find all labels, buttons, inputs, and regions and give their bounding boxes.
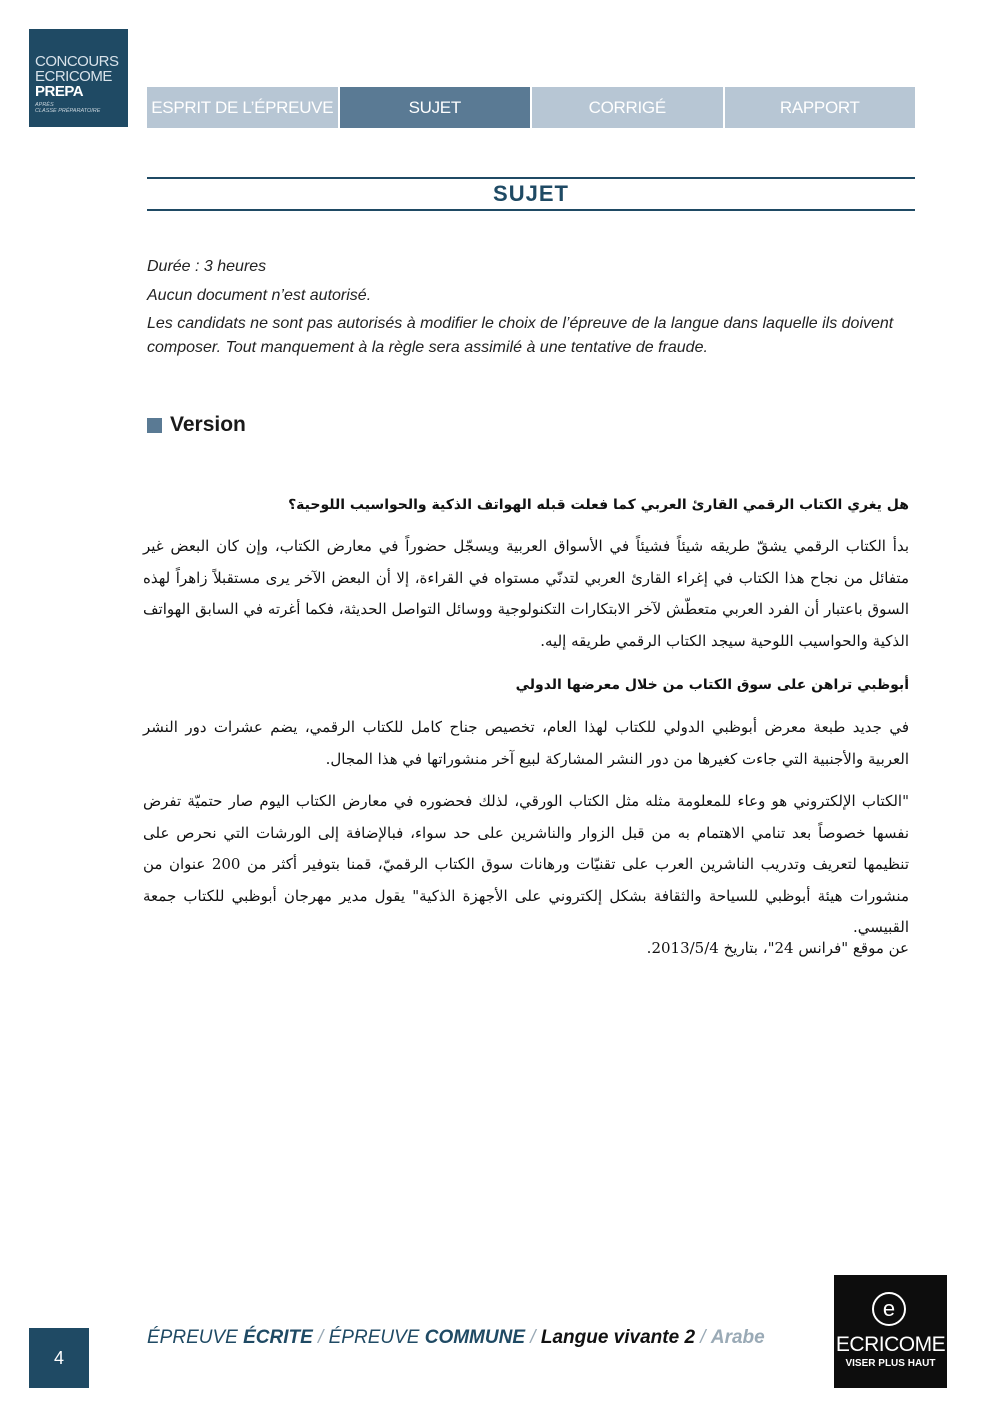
logo-line-concours: CONCOURS	[35, 53, 119, 70]
arabic-paragraph-2: في جديد طبعة معرض أبوظبي الدولي للكتاب لهذا العام، تخصيص جناح كامل للكتاب الرقمي، يضم عشرات دور النشر العربية والأجنبية التي جاءت كغيرها من دور النشر المشاركة لبيع آخر منشوراتها في هذا المجال.	[143, 718, 909, 768]
tab-sujet[interactable]: SUJET	[340, 87, 531, 128]
footer-caption	[147, 1327, 765, 1349]
no-document-text: Aucun document n’est autorisé.	[147, 287, 372, 304]
tab-rapport[interactable]: RAPPORT	[725, 87, 916, 128]
tab-corrige[interactable]: CORRIGÉ	[532, 87, 723, 128]
footer-commune: COMMUNE	[424, 1327, 525, 1348]
footer-separator: /	[695, 1327, 711, 1348]
footer-langue: Langue vivante 2	[540, 1327, 696, 1348]
section-version	[147, 413, 246, 437]
page-title-band	[147, 177, 915, 211]
duration-text: Durée : 3 heures	[147, 258, 267, 275]
concours-logo	[29, 29, 128, 127]
footer-ecrite: ÉCRITE	[243, 1327, 313, 1348]
rule-text: Les candidats ne sont pas autorisés à modifier le choix de l’épreuve de la langue dans laquelle ils doivent composer. Tout manquement à la règle sera assimilé à une tentative de fraude.	[147, 315, 894, 356]
footer-epreuve: ÉPREUVE	[147, 1327, 244, 1348]
brand-name: ECRICOME	[835, 1333, 946, 1356]
arabic-heading-1: هل يغري الكتاب الرقمي القارئ العربي كما فعلت قبله الهواتف الذكية والحواسيب اللوحية؟	[288, 497, 909, 513]
arabic-source: عن موقع "فرانس 24"، بتاريخ 2013/5/4.	[646, 939, 909, 957]
arabic-paragraph-3: "الكتاب الإلكتروني هو وعاء للمعلومة مثله مثل الكتاب الورقي، لذلك فحضوره في معارض الكتاب اليوم صار حتميّة تفرض نفسها خصوصاً بعد تنامي الاهتمام به من قبل الزوار والناشرين على حد سواء، فبالإضافة إلى الورشات التي نحرص على تنظيمها لتعريف وتدريب الناشرين العرب على تقنيّات ورهانات سوق الكتاب الرقميّ، قمنا بتوفير أكثر من 200 عنوان من منشورات هيئة أبوظبي للسياحة والثقافة بشكل إلكتروني على الأجهزة الذكية" يقول مدير مهرجان أبوظبي للكتاب جمعة القبيسي.	[143, 792, 909, 936]
page-title: SUJET	[493, 181, 569, 206]
logo-line-ecricome: ECRICOME	[35, 68, 112, 85]
footer-arabe: Arabe	[710, 1327, 765, 1348]
page-number: 4	[29, 1328, 89, 1388]
arabic-paragraph-1: بدأ الكتاب الرقمي يشقّ طريقه شيئاً فشيئاً في الأسواق العربية ويسجّل حضوراً في معارض الكتاب، وإن كان البعض غير متفائل من نجاح هذا الكتاب في إغراء القارئ العربي لتدنّي مستواه في القراءة، إلا أن البعض الآخر يرى مستقبلاً زاهراً لهذه السوق باعتبار أن الفرد العربي متعطّش لآخر الابتكارات التكنولوجية ووسائل التواصل الحديثة، فكما أغرته في السابق الهواتف الذكية والحواسيب اللوحية سيجد الكتاب الرقمي طريقه إليه.	[143, 537, 909, 650]
logo-line-classe: CLASSE PRÉPARATOIRE	[35, 108, 101, 114]
logo-line-apres: APRÈS	[35, 102, 54, 108]
brand-tagline: VISER PLUS HAUT	[845, 1358, 936, 1369]
tab-esprit[interactable]: ESPRIT DE L’ÉPREUVE	[147, 87, 338, 128]
square-bullet-icon	[147, 418, 162, 433]
ecricome-brand-logo	[834, 1275, 947, 1388]
section-tabs	[147, 87, 915, 128]
footer-separator: /	[525, 1327, 541, 1348]
footer-epreuve-2: ÉPREUVE	[328, 1327, 425, 1348]
footer-separator: /	[312, 1327, 329, 1348]
arabic-heading-2: أبوظبي تراهن على سوق الكتاب من خلال معرضها الدولي	[515, 677, 909, 693]
section-title: Version	[170, 413, 246, 436]
ecricome-e-icon	[872, 1292, 906, 1326]
logo-line-prepa: PREPA	[35, 83, 84, 100]
brand-symbol: e	[882, 1296, 896, 1321]
